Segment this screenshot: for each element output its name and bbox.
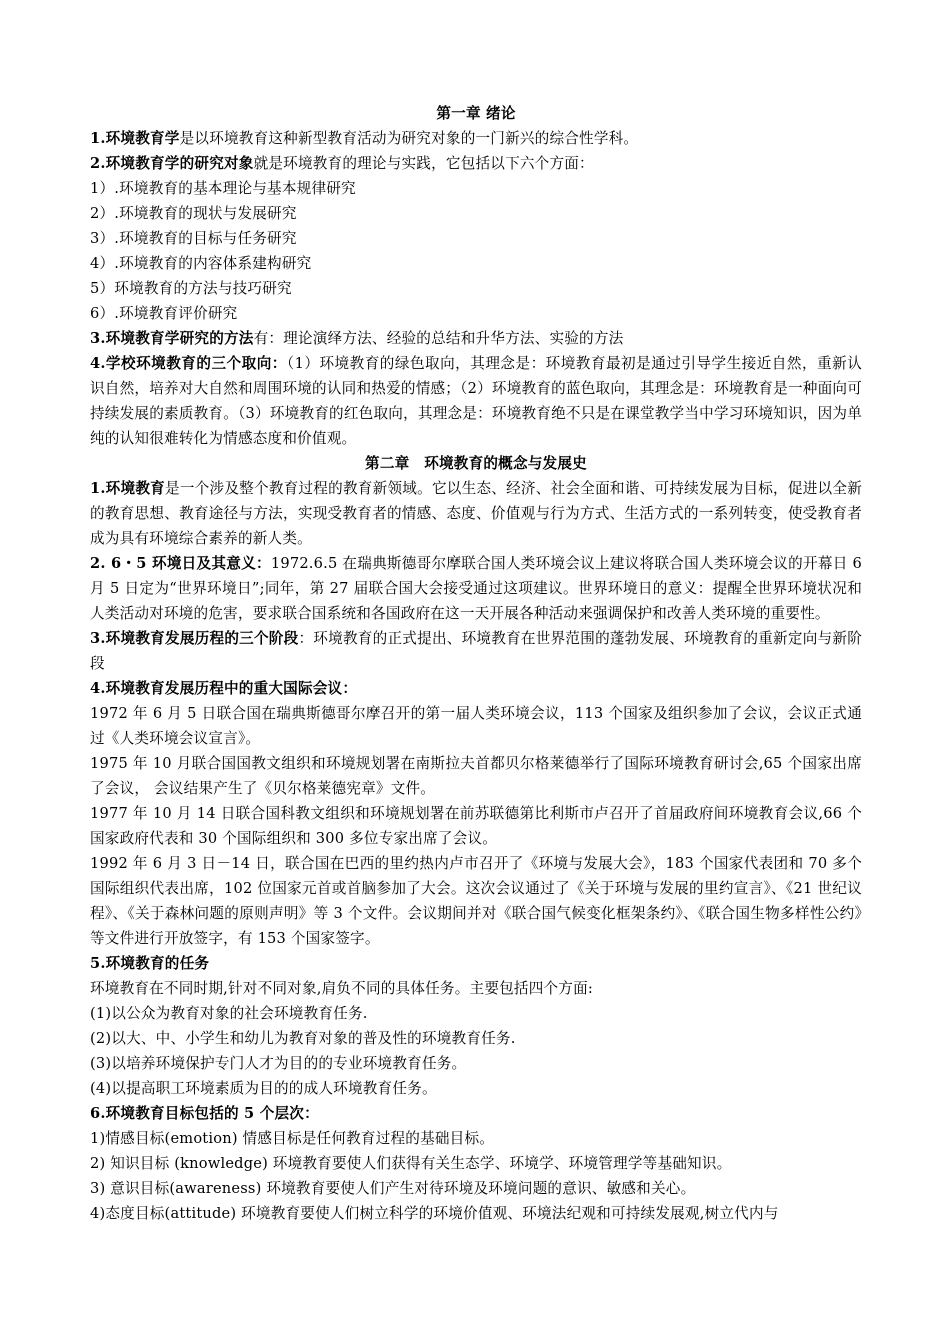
ch2-paragraph-6-heading — [90, 1101, 862, 1126]
ch1-term-3: 3.环境教育学研究的方法 — [90, 330, 254, 347]
ch2-paragraph-3: 3.环境教育发展历程的三个阶段：环境教育的正式提出、环境教育在世界范围的蓬勃发展、环境教育的重新定向与新阶段 — [90, 630, 862, 672]
ch2-paragraph-5-intro: 环境教育在不同时期,针对不同对象,肩负不同的具体任务。主要包括四个方面: — [90, 980, 593, 997]
list-item: 1977 年 10 月 14 日联合国科教文组织和环境规划署在前苏联德第比利斯市卢召开了首届政府间环境教育会议,66 个国家政府代表和 30 个国际组织和 300 多位专家出席了会议。 — [90, 805, 862, 847]
ch1-paragraph-3: 3.环境教育学研究的方法有：理论演绎方法、经验的总结和升华方法、实验的方法 — [90, 330, 624, 347]
list-item: (4)以提高职工环境素质为目的的成人环境教育任务。 — [90, 1080, 437, 1097]
list-item: 1）.环境教育的基本理论与基本规律研究 — [90, 180, 356, 197]
list-item: 1975 年 10 月联合国国教文组织和环境规划署在南斯拉夫首都贝尔格莱德举行了国际环境教育研讨会,65 个国家出席了会议， 会议结果产生了《贝尔格莱德宪章》文件。 — [90, 755, 862, 797]
list-item: 1992 年 6 月 3 日－14 日，联合国在巴西的里约热内卢市召开了《环境与发展大会》，183 个国家代表团和 70 多个国际组织代表出席，102 位国家元首或首脑参加了大会。这次会议通过了《关于环境与发展的里约宣言》、《21 世纪议程》、《关于森林问题的原则声明》等 3 个文件。会议期间并对《联合国气候变化框架条约》、《联合国生物多样性公约》等文件进行开放签字，有 153 个国家签字。 — [90, 855, 862, 947]
ch1-paragraph-1: 1.环境教育学是以环境教育这种新型教育活动为研究对象的一门新兴的综合性学科。 — [90, 130, 639, 147]
list-item: 1)情感目标(emotion) 情感目标是任何教育过程的基础目标。 — [90, 1130, 495, 1147]
ch1-term-1: 1.环境教育学 — [90, 130, 180, 147]
ch2-term-1: 1.环境教育 — [90, 480, 165, 497]
ch1-paragraph-2: 2.环境教育学的研究对象就是环境教育的理论与实践，它包括以下六个方面： — [90, 155, 594, 172]
ch2-term-4: 4.环境教育发展历程中的重大国际会议： — [90, 680, 358, 697]
list-item: (1)以公众为教育对象的社会环境教育任务. — [90, 1005, 368, 1022]
ch2-term-6: 6.环境教育目标包括的 5 个层次： — [90, 1105, 319, 1122]
chapter1-title: 第一章 绪论 — [436, 105, 516, 122]
list-item: 3) 意识目标(awareness) 环境教育要使人们产生对待环境及环境问题的意识、敏感和关心。 — [90, 1180, 696, 1197]
list-item: 5）环境教育的方法与技巧研究 — [90, 280, 292, 297]
ch2-paragraph-2: 2. 6・5 环境日及其意义：1972.6.5 在瑞典斯德哥尔摩联合国人类环境会议上建议将联合国人类环境会议的开幕日 6 月 5 日定为“世界环境日”;同年，第 27 届联合国大会接受通过这项建议。世界环境日的意义：提醒全世界环境状况和人类活动对环境的危害，要求联合国系统和各国政府在这一天开展各种活动来强调保护和改善人类环境的重要性。 — [90, 555, 862, 622]
ch2-term-5: 5.环境教育的任务 — [90, 955, 210, 972]
list-item: 2）.环境教育的现状与发展研究 — [90, 205, 297, 222]
chapter2-title: 第二章 环境教育的概念与发展史 — [365, 455, 587, 472]
ch2-term-3: 3.环境教育发展历程的三个阶段 — [90, 630, 299, 647]
ch1-paragraph-4: 4.学校环境教育的三个取向：（1）环境教育的绿色取向，其理念是：环境教育最初是通过引导学生接近自然，重新认识自然，培养对大自然和周围环境的认同和热爱的情感；（2）环境教育的蓝色取向，其理念是：环境教育是一种面向可持续发展的素质教育。（3）环境教育的红色取向，其理念是：环境教育绝不只是在课堂教学当中学习环境知识，因为单纯的认知很难转化为情感态度和价值观。 — [90, 355, 862, 447]
ch2-term-2: 2. 6・5 环境日及其意义： — [90, 555, 271, 572]
ch2-paragraph-1: 1.环境教育是一个涉及整个教育过程的教育新领域。它以生态、经济、社会全面和谐、可持续发展为目标，促进以全新的教育思想、教育途径与方法，实现受教育者的情感、态度、价值观与行为方式、生活方式的一系列转变，使受教育者成为具有环境综合素养的新人类。 — [90, 480, 863, 547]
list-item: 4)态度目标(attitude) 环境教育要使人们树立科学的环境价值观、环境法纪观和可持续发展观,树立代内与 — [90, 1205, 779, 1222]
list-item: (2)以大、中、小学生和幼儿为教育对象的普及性的环境教育任务. — [90, 1030, 516, 1047]
ch1-term-4: 4.学校环境教育的三个取向： — [90, 355, 287, 372]
ch1-term-2: 2.环境教育学的研究对象 — [90, 155, 254, 172]
list-item: 3）.环境教育的目标与任务研究 — [90, 230, 297, 247]
list-item: 6）.环境教育评价研究 — [90, 305, 238, 322]
list-item: 2) 知识目标 (knowledge) 环境教育要使人们获得有关生态学、环境学、环境管理学等基础知识。 — [90, 1155, 732, 1172]
ch2-paragraph-5-heading — [90, 951, 862, 976]
document-body — [90, 101, 862, 1226]
list-item: 4）.环境教育的内容体系建构研究 — [90, 255, 312, 272]
list-item: (3)以培养环境保护专门人才为目的的专业环境教育任务。 — [90, 1055, 467, 1072]
ch2-paragraph-4-heading — [90, 676, 862, 701]
list-item: 1972 年 6 月 5 日联合国在瑞典斯德哥尔摩召开的第一届人类环境会议，113 个国家及组织参加了会议，会议正式通过《人类环境会议宣言》。 — [90, 705, 862, 747]
